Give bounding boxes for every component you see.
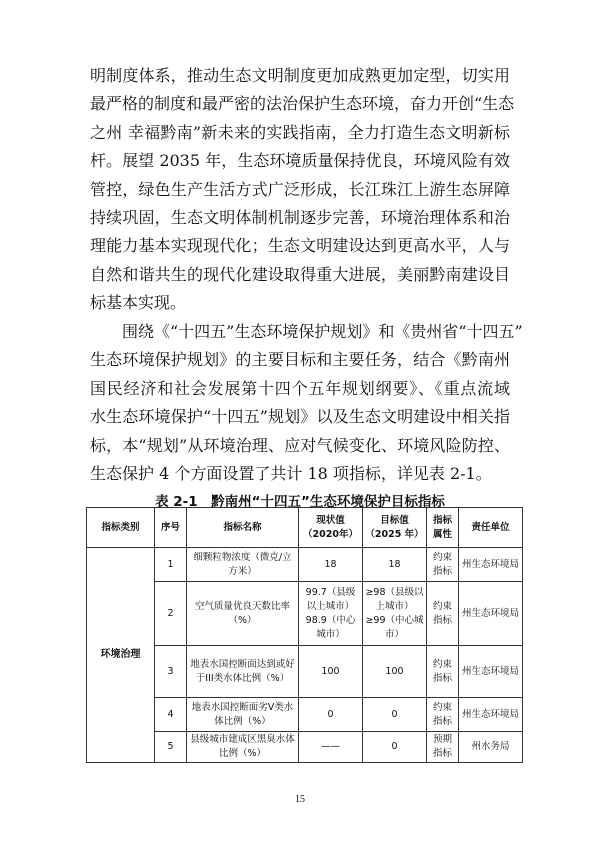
seq-cell: 2 [155, 582, 187, 646]
text-line: 最严格的制度和最严密的法治保护生态环境，奋力开创“生态 [90, 94, 515, 114]
seq-cell: 4 [155, 698, 187, 732]
seq-cell: 1 [155, 548, 187, 582]
dept-cell: 州生态环境局 [459, 582, 523, 646]
attr-cell: 约束指标 [427, 548, 459, 582]
dept-cell: 州生态环境局 [459, 646, 523, 698]
target-cell: 18 [363, 548, 427, 582]
text-line: 围绕《“十四五”生态环境保护规划》和《贵州省“十四五” [122, 322, 523, 341]
attr-cell: 约束指标 [427, 698, 459, 732]
name-cell: 空气质量优良天数比率（%） [187, 582, 299, 646]
attr-cell: 预期指标 [427, 732, 459, 763]
current-value-center: 98.9（中心城市） [305, 614, 356, 640]
text-line: 标，本“规划”从环境治理、应对气候变化、环境风险防控、 [90, 435, 510, 455]
target-value-county: ≥98（县级以上城市） [365, 586, 424, 612]
dept-cell: 州生态环境局 [459, 698, 523, 732]
text-line: 标基本实现。 [90, 293, 187, 313]
table-row [87, 548, 523, 582]
header-category: 指标类别 [87, 508, 155, 548]
text-line: 管控，绿色生产生活方式广泛形成，长江珠江上游生态屏障 [90, 179, 510, 199]
indicator-table [86, 507, 523, 763]
attr-cell: 约束指标 [427, 582, 459, 646]
text-line: 明制度体系，推动生态文明制度更加成熟更加定型，切实用 [90, 66, 510, 85]
header-attr: 指标属性 [427, 508, 459, 548]
target-cell: 100 [363, 646, 427, 698]
current-value-county: 99.7（县级以上城市） [305, 586, 356, 612]
page-number: 15 [295, 794, 305, 805]
name-cell: 县级城市建成区黑臭水体比例（%） [187, 732, 299, 763]
header-target: 目标值（2025 年） [363, 508, 427, 548]
text-line: 理能力基本实现现代化；生态文明建设达到更高水平，人与 [90, 236, 510, 256]
attr-cell: 约束指标 [427, 646, 459, 698]
table-header-row [87, 508, 523, 548]
body-paragraph-1 [90, 62, 515, 318]
name-cell: 地表水国控断面达到或好于III类水体比例（%） [187, 646, 299, 698]
seq-cell: 5 [155, 732, 187, 763]
current-cell: 0 [299, 698, 363, 732]
text-line: 之州 幸福黔南”新未来的实践指南，全力打造生态文明新标 [90, 122, 510, 142]
table-caption: 表 2-1 黔南州“十四五”生态环境保护目标指标 [155, 494, 445, 510]
dept-cell: 州生态环境局 [459, 548, 523, 582]
target-cell: 0 [363, 732, 427, 763]
text-line: 生态保护 4 个方面设置了共计 18 项指标，详见表 2-1。 [90, 463, 492, 483]
current-cell: —— [299, 732, 363, 763]
text-line: 生态环境保护规划》的主要目标和主要任务，结合《黔南州 [90, 350, 510, 370]
current-cell [299, 582, 363, 646]
text-line: 国民经济和社会发展第十四个五年规划纲要》、《重点流域 [90, 378, 510, 398]
text-line: 自然和谐共生的现代化建设取得重大进展，美丽黔南建设目 [90, 264, 510, 284]
text-line: 持续巩固，生态文明体制机制逐步完善，环境治理体系和治 [90, 207, 510, 227]
text-line: 杆。展望 2035 年，生态环境质量保持优良，环境风险有效 [90, 151, 510, 171]
target-value-center: ≥99（中心城市） [365, 614, 424, 640]
header-name: 指标名称 [187, 508, 299, 548]
category-cell: 环境治理 [87, 548, 155, 763]
target-cell: 0 [363, 698, 427, 732]
name-cell: 细颗粒物浓度（微克/立方米） [187, 548, 299, 582]
current-cell: 18 [299, 548, 363, 582]
header-seq: 序号 [155, 508, 187, 548]
name-cell: 地表水国控断面劣V类水体比例（%） [187, 698, 299, 732]
text-line: 水生态环境保护“十四五”规划》以及生态文明建设中相关指 [90, 407, 510, 427]
dept-cell: 州水务局 [459, 732, 523, 763]
header-current: 现状值（2020年） [299, 508, 363, 548]
target-cell [363, 582, 427, 646]
current-cell: 100 [299, 646, 363, 698]
header-dept: 责任单位 [459, 508, 523, 548]
seq-cell: 3 [155, 646, 187, 698]
body-paragraph-2 [90, 318, 523, 488]
